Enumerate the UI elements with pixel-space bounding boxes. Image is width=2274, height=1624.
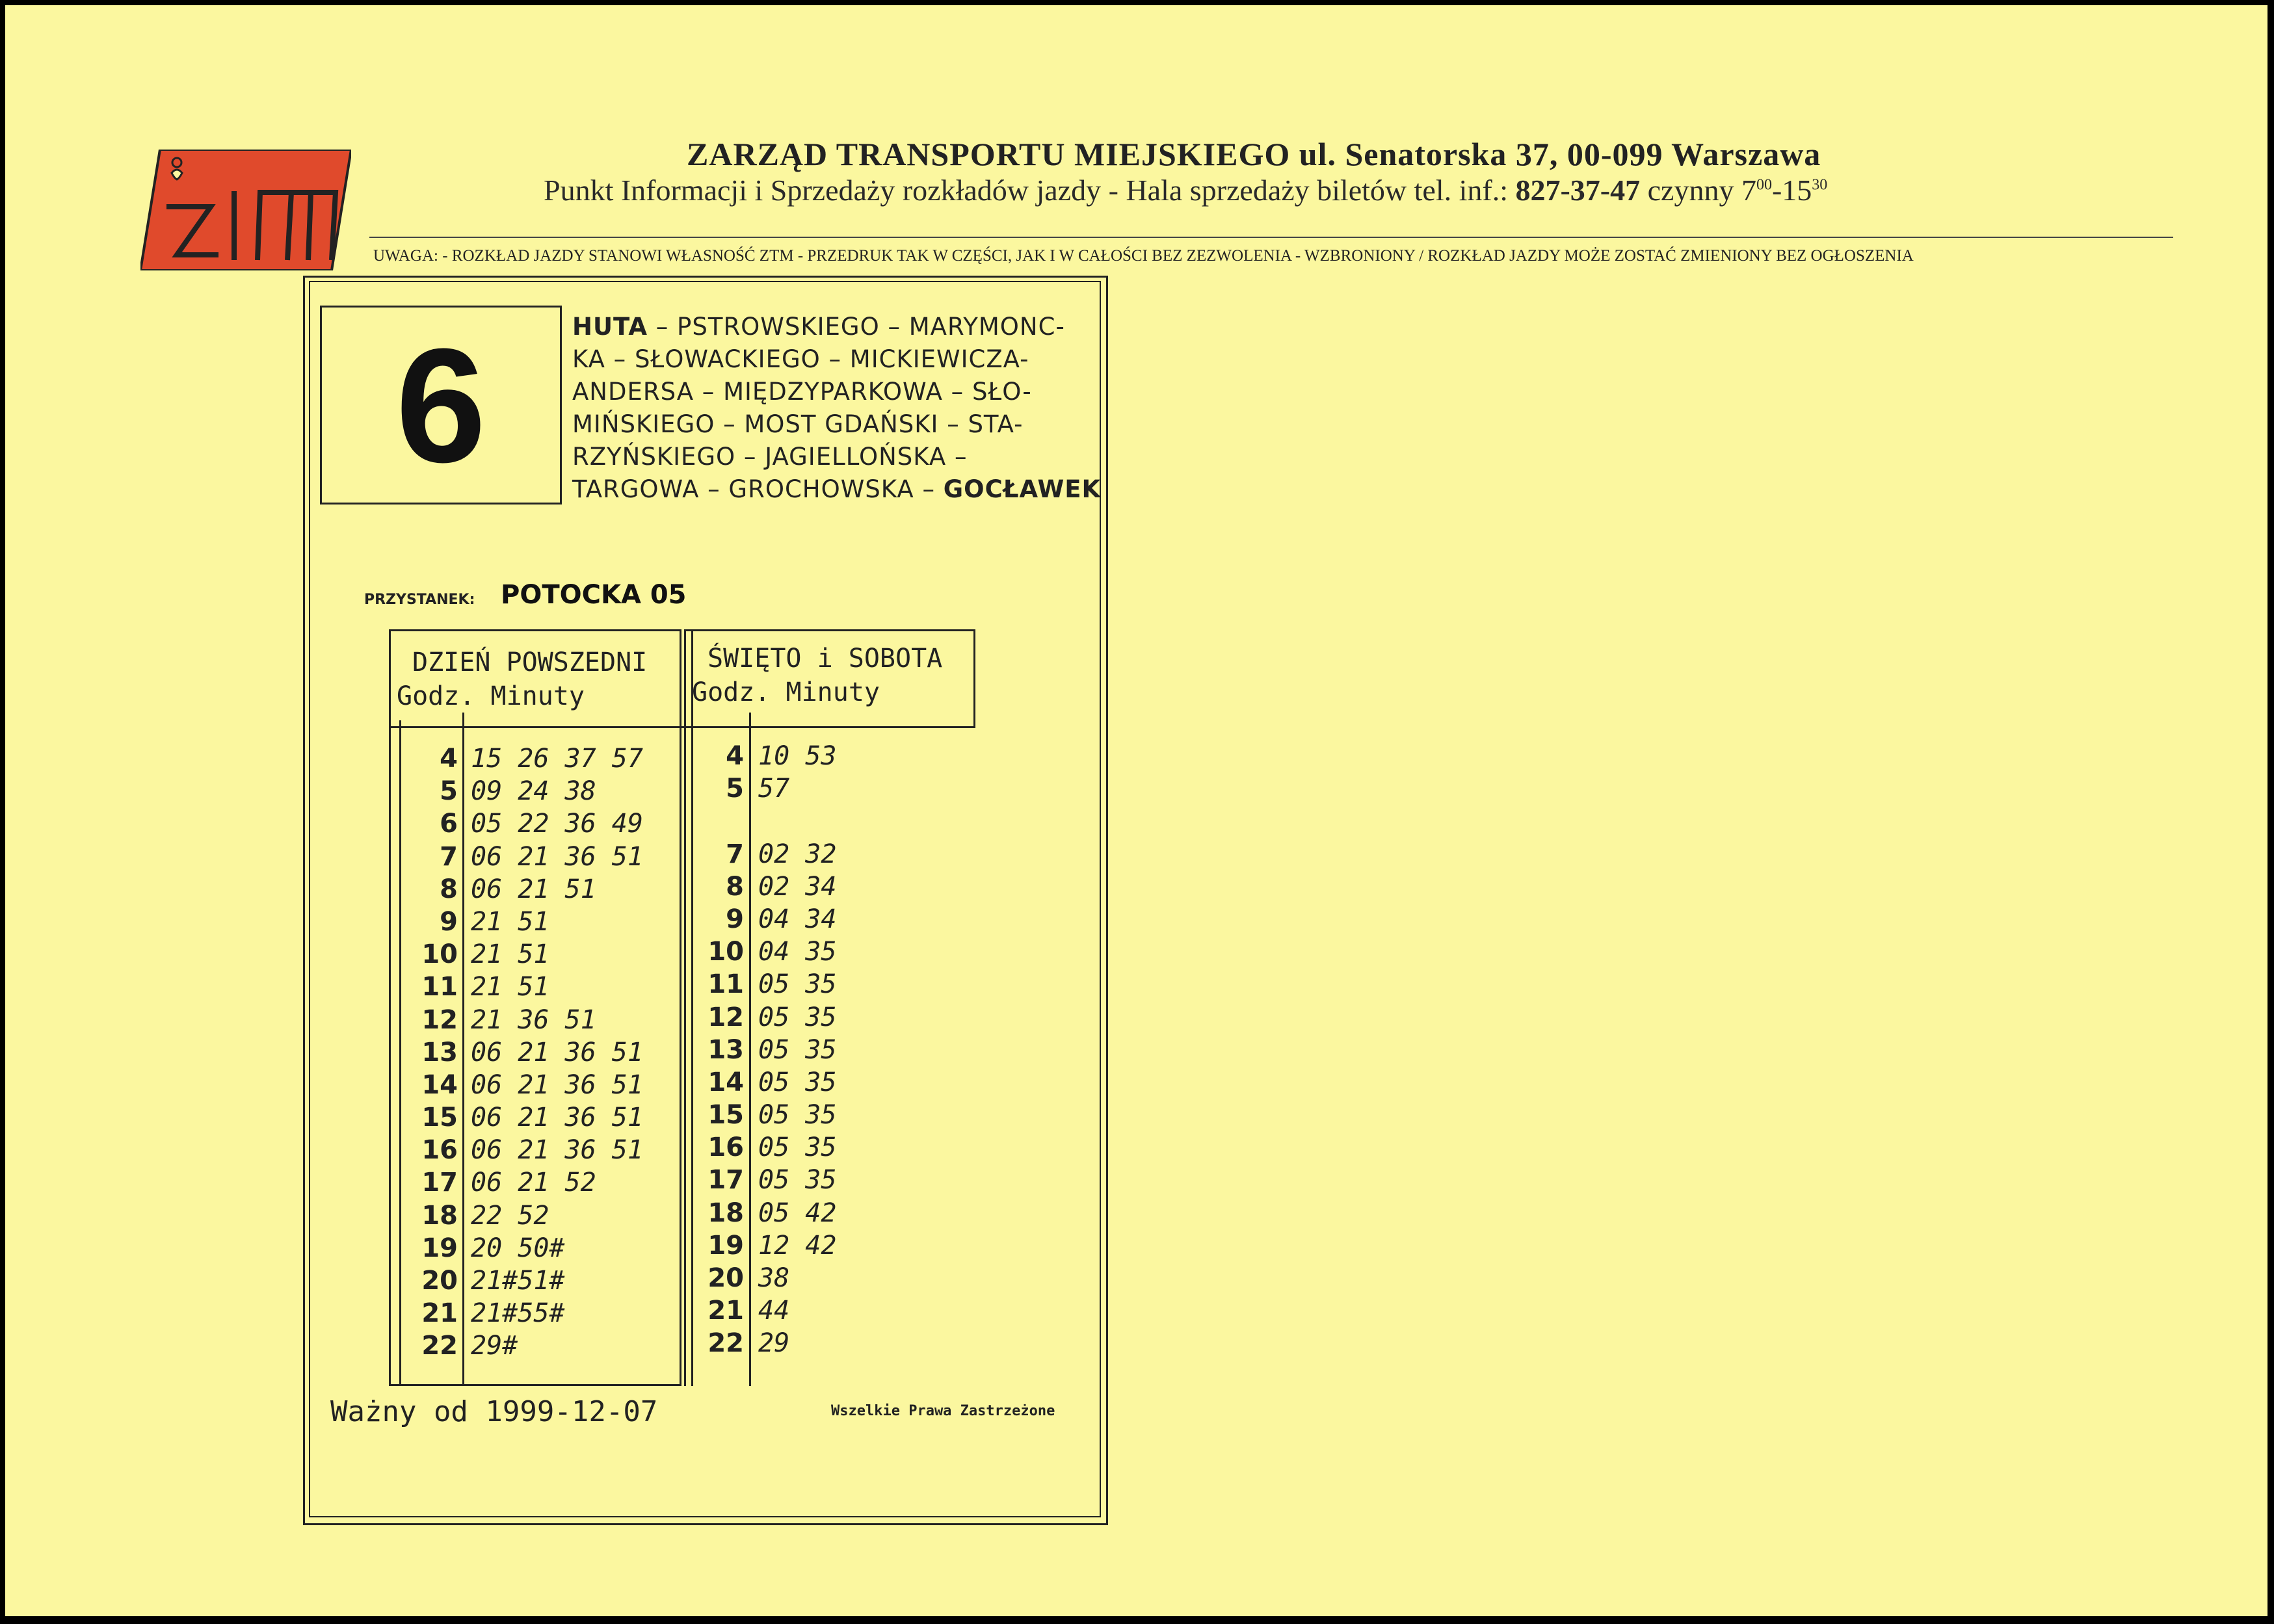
minutes-cell: 05 35 [758,969,837,1000]
timetable-row [408,807,681,840]
hour-cell: 7 [726,839,744,869]
minutes-cell: 21 51 [471,972,549,1002]
header-divider [369,237,2173,238]
minutes-cell: 15 26 37 57 [471,744,643,774]
hour-cell: 17 [421,1168,458,1198]
timetable-row [408,873,681,906]
timetable-row [408,1004,681,1036]
timetable-row [408,1069,681,1101]
valid-from: Ważny od 1999-12-07 [330,1395,658,1428]
timetable-row [696,1034,969,1066]
minutes-cell: 29# [471,1331,518,1361]
hour-cell: 6 [440,809,458,839]
route-line: KA – SŁOWACKIEGO – MICKIEWICZA- [572,345,1029,373]
timetable-row [408,1199,681,1232]
timetable-row [696,1327,969,1359]
holiday-right-border [973,629,975,728]
route-terminus-start: HUTA [572,313,648,341]
header-title: ZARZĄD TRANSPORTU MIEJSKIEGO ul. Senatorska 37, 00-099 Warszawa [687,136,1821,172]
hour-cell: 20 [421,1266,458,1296]
hour-cell: 8 [726,871,744,902]
timetable-row [408,742,681,775]
timetable-row [408,1264,681,1297]
route-line: RZYŃSKIEGO – JAGIELLOŃSKA – [572,443,968,471]
hour-cell: 15 [421,1103,458,1133]
hour-cell: 12 [707,1002,744,1032]
holiday-rows [696,740,969,1360]
timetable-row [696,838,969,871]
hour-cell: 16 [707,1133,744,1163]
ztm-logo-icon [140,150,351,270]
holiday-left-border [684,629,686,1386]
minutes-cell: 05 35 [758,1165,837,1196]
timetable-row [408,1134,681,1166]
hour-cell: 5 [440,776,458,807]
timetable-row [408,1166,681,1199]
minutes-cell: 05 35 [758,1100,837,1131]
timetable-row [696,903,969,936]
timetable-row [408,1232,681,1264]
minutes-cell: 22 52 [471,1200,549,1231]
line-number: 6 [395,314,486,496]
minutes-cell: 21#51# [471,1266,565,1296]
timetable-row [696,772,969,805]
minutes-cell: 44 [758,1296,790,1326]
minutes-cell: 06 21 36 51 [471,841,643,872]
minutes-cell: 02 32 [758,839,837,869]
hour-cell: 14 [707,1067,744,1097]
hour-cell: 21 [421,1298,458,1329]
minutes-cell: 05 35 [758,1034,837,1065]
timetable-row [696,1066,969,1099]
timetable-row [408,938,681,971]
timetable-row [696,1164,969,1196]
rights-notice: Wszelkie Prawa Zastrzeżone [831,1403,1055,1419]
hour-cell: 8 [440,874,458,904]
hour-cell: 21 [707,1296,744,1326]
minutes-cell: 21 51 [471,939,549,970]
minutes-cell: 05 22 36 49 [471,809,643,839]
holiday-title: ŚWIĘTO i SOBOTA [707,644,943,674]
timetable-row [696,1001,969,1034]
route-terminus-end: GOCŁAWEK [943,475,1102,503]
hour-cell: 9 [440,906,458,937]
minutes-cell: 57 [758,774,790,804]
timetable-row [696,871,969,903]
header-notice: UWAGA: - ROZKŁAD JAZDY STANOWI WŁASNOŚĆ ZTM - PRZEDRUK TAK W CZĘŚCI, JAK I W CAŁOŚCI BEZ ZEZWOLENIA - WZBRONIONY / ROZKŁAD JAZDY MOŻE ZOSTAĆ ZMIENIONY BEZ OGŁOSZENIA [373,247,1914,265]
minutes-cell: 38 [758,1263,790,1293]
timetable-row [408,1329,681,1362]
header-info: Punkt Informacji i Sprzedaży rozkładów jazdy - Hala sprzedaży biletów tel. inf.: 827-37-47 czynny $7^{00}-15^{30}$ [544,174,1828,207]
stop-label: PRZYSTANEK: [364,592,475,608]
timetable-row [696,740,969,772]
minutes-cell: 21#55# [471,1298,565,1329]
holiday-inner-border [691,629,693,1386]
stop-name: POTOCKA 05 [501,580,687,610]
hour-cell: 12 [421,1004,458,1035]
hour-cell: 13 [707,1034,744,1065]
minutes-cell: 09 24 38 [471,776,596,807]
weekday-col-label: Godz. Minuty [397,681,585,711]
minutes-cell: 21 36 51 [471,1004,596,1035]
timetable-row [696,968,969,1001]
departure-table [389,629,975,1386]
timetable-row [696,1229,969,1262]
timetable-row [696,936,969,968]
timetable-row [408,841,681,873]
hour-cell: 13 [421,1037,458,1067]
route-line: TARGOWA – GROCHOWSKA – GOCŁAWEK [572,475,1102,503]
minutes-cell: 06 21 36 51 [471,1037,643,1067]
timetable-row [408,906,681,938]
minutes-cell: 05 35 [758,1002,837,1032]
hour-cell: 19 [421,1233,458,1263]
header-phone: 827-37-47 [1515,174,1641,207]
weekday-title: DZIEŃ POWSZEDNI [412,648,648,677]
minutes-cell: 29 [758,1328,790,1359]
minutes-cell: 06 21 51 [471,874,596,904]
hour-cell: 22 [707,1328,744,1359]
minutes-cell: 04 34 [758,904,837,934]
timetable-row [696,1294,969,1327]
route-description [572,311,1102,506]
timetable-row [408,775,681,807]
minutes-cell: 05 35 [758,1067,837,1097]
hour-cell: 10 [707,937,744,967]
hour-cell: 14 [421,1069,458,1100]
route-line: MIŃSKIEGO – MOST GDAŃSKI – STA- [572,410,1024,438]
hour-cell: 17 [707,1165,744,1196]
hour-cell: 7 [440,841,458,872]
hour-cell: 18 [421,1200,458,1231]
minutes-cell: 02 34 [758,871,837,902]
hour-cell: 11 [421,972,458,1002]
hour-cell: 20 [707,1263,744,1293]
minutes-cell: 05 35 [758,1133,837,1163]
minutes-cell: 21 51 [471,906,549,937]
timetable-row [408,1036,681,1069]
timetable-row [408,971,681,1003]
minutes-cell: 04 35 [758,937,837,967]
hour-cell: 9 [726,904,744,934]
timetable-row [696,805,969,837]
minutes-cell: 06 21 36 51 [471,1069,643,1100]
minutes-cell: 12 42 [758,1230,837,1261]
hour-cell: 4 [440,744,458,774]
timetable-row [696,1131,969,1164]
minutes-cell: 06 21 36 51 [471,1103,643,1133]
minutes-cell: 10 53 [758,741,837,771]
timetable-row [696,1099,969,1131]
hour-cell: 19 [707,1230,744,1261]
hour-cell: 18 [707,1198,744,1228]
route-line: ANDERSA – MIĘDZYPARKOWA – SŁO- [572,378,1032,406]
timetable-row [696,1262,969,1294]
hour-cell: 10 [421,939,458,970]
line-number-box [320,306,562,504]
timetable-row [696,1197,969,1229]
hour-cell: 16 [421,1135,458,1166]
minutes-cell: 06 21 52 [471,1168,596,1198]
timetable-row [408,1101,681,1134]
hour-cell: 4 [726,741,744,771]
timetable-row [408,1297,681,1329]
minutes-cell: 20 50# [471,1233,565,1263]
hour-cell: 22 [421,1331,458,1361]
minutes-cell: 06 21 36 51 [471,1135,643,1166]
holiday-col-label: Godz. Minuty [692,677,880,707]
weekday-rows [408,742,681,1363]
hour-cell: 11 [707,969,744,1000]
route-line: HUTA – PSTROWSKIEGO – MARYMONC- [572,313,1065,341]
minutes-cell: 05 42 [758,1198,837,1228]
hour-cell: 15 [707,1100,744,1131]
hour-cell: 5 [726,774,744,804]
